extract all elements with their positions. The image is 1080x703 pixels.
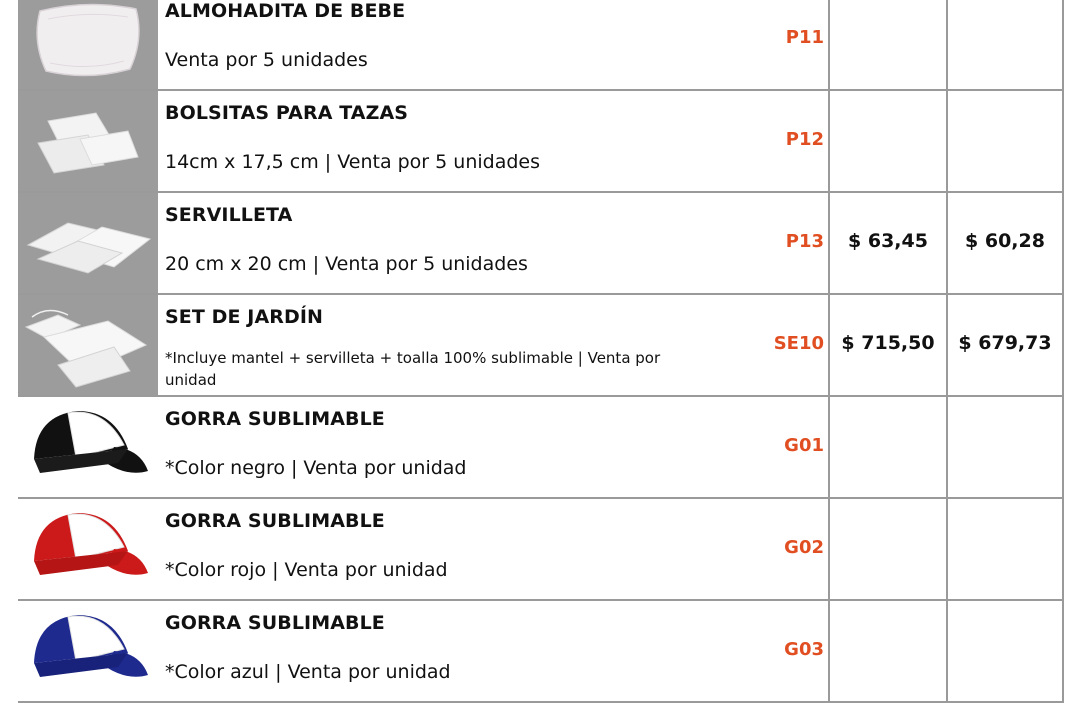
price-1-cell bbox=[830, 0, 948, 89]
product-code: P11 bbox=[785, 27, 824, 48]
product-description: 20 cm x 20 cm | Venta por 5 unidades bbox=[165, 253, 528, 275]
price-2: $ 60,28 bbox=[965, 230, 1045, 252]
product-table bbox=[18, 0, 1064, 703]
product-description: 14cm x 17,5 cm | Venta por 5 unidades bbox=[165, 151, 540, 173]
pouches-image bbox=[18, 91, 158, 191]
product-description-cell bbox=[161, 499, 686, 599]
table-row bbox=[18, 499, 1064, 601]
product-description-cell bbox=[161, 295, 686, 395]
price-2-cell bbox=[948, 91, 1064, 191]
product-title: BOLSITAS PARA TAZAS bbox=[165, 102, 409, 124]
product-title: GORRA SUBLIMABLE bbox=[165, 408, 385, 430]
price-2-cell bbox=[948, 601, 1064, 701]
price-1-cell bbox=[830, 601, 948, 701]
black-cap-image bbox=[18, 397, 158, 497]
product-description-cell bbox=[161, 397, 686, 497]
price-1-cell bbox=[830, 499, 948, 599]
table-row bbox=[18, 295, 1064, 397]
product-code-cell bbox=[686, 91, 830, 191]
pillow-image bbox=[18, 0, 158, 89]
price-2-cell bbox=[948, 397, 1064, 497]
price-2-cell bbox=[948, 295, 1064, 395]
product-description: *Color negro | Venta por unidad bbox=[165, 457, 467, 479]
price-1-cell bbox=[830, 397, 948, 497]
table-row bbox=[18, 601, 1064, 703]
product-code: G02 bbox=[784, 537, 824, 558]
product-image-cell bbox=[18, 295, 160, 395]
table-row bbox=[18, 193, 1064, 295]
product-image-cell bbox=[18, 91, 160, 191]
product-description-cell bbox=[161, 91, 686, 191]
product-image-cell bbox=[18, 0, 160, 89]
product-description-cell bbox=[161, 601, 686, 701]
napkin-image bbox=[18, 193, 158, 293]
product-code-cell bbox=[686, 0, 830, 89]
product-description: *Color rojo | Venta por unidad bbox=[165, 559, 448, 581]
product-image-cell bbox=[18, 193, 160, 293]
product-code: P13 bbox=[785, 231, 824, 252]
price-1-cell bbox=[830, 193, 948, 293]
product-description: Venta por 5 unidades bbox=[165, 49, 368, 71]
product-title: SET DE JARDÍN bbox=[165, 306, 324, 328]
product-description: *Color azul | Venta por unidad bbox=[165, 661, 451, 683]
product-code: G01 bbox=[784, 435, 824, 456]
product-title: GORRA SUBLIMABLE bbox=[165, 510, 385, 532]
product-description: *Incluye mantel + servilleta + toalla 100% sublimable | Venta por unidad bbox=[165, 349, 661, 389]
price-1-cell bbox=[830, 91, 948, 191]
blue-cap-image bbox=[18, 601, 158, 701]
product-title: SERVILLETA bbox=[165, 204, 293, 226]
product-code-cell bbox=[686, 499, 830, 599]
product-code: P12 bbox=[785, 129, 824, 150]
product-code: SE10 bbox=[773, 333, 824, 354]
price-2-cell bbox=[948, 0, 1064, 89]
product-code-cell bbox=[686, 601, 830, 701]
product-code: G03 bbox=[784, 639, 824, 660]
product-description-cell bbox=[161, 193, 686, 293]
product-code-cell bbox=[686, 397, 830, 497]
price-2-cell bbox=[948, 499, 1064, 599]
price-1: $ 63,45 bbox=[848, 230, 928, 252]
product-code-cell bbox=[686, 193, 830, 293]
product-code-cell bbox=[686, 295, 830, 395]
red-cap-image bbox=[18, 499, 158, 599]
table-row bbox=[18, 91, 1064, 193]
product-image-cell bbox=[18, 397, 160, 497]
product-title: GORRA SUBLIMABLE bbox=[165, 612, 385, 634]
price-2-cell bbox=[948, 193, 1064, 293]
price-2: $ 679,73 bbox=[958, 332, 1052, 354]
table-row bbox=[18, 397, 1064, 499]
garden-set-image bbox=[18, 295, 158, 395]
price-1-cell bbox=[830, 295, 948, 395]
product-image-cell bbox=[18, 499, 160, 599]
product-description-cell bbox=[161, 0, 686, 89]
product-title: ALMOHADITA DE BEBE bbox=[165, 0, 406, 22]
product-image-cell bbox=[18, 601, 160, 701]
price-1: $ 715,50 bbox=[841, 332, 935, 354]
table-row bbox=[18, 0, 1064, 91]
